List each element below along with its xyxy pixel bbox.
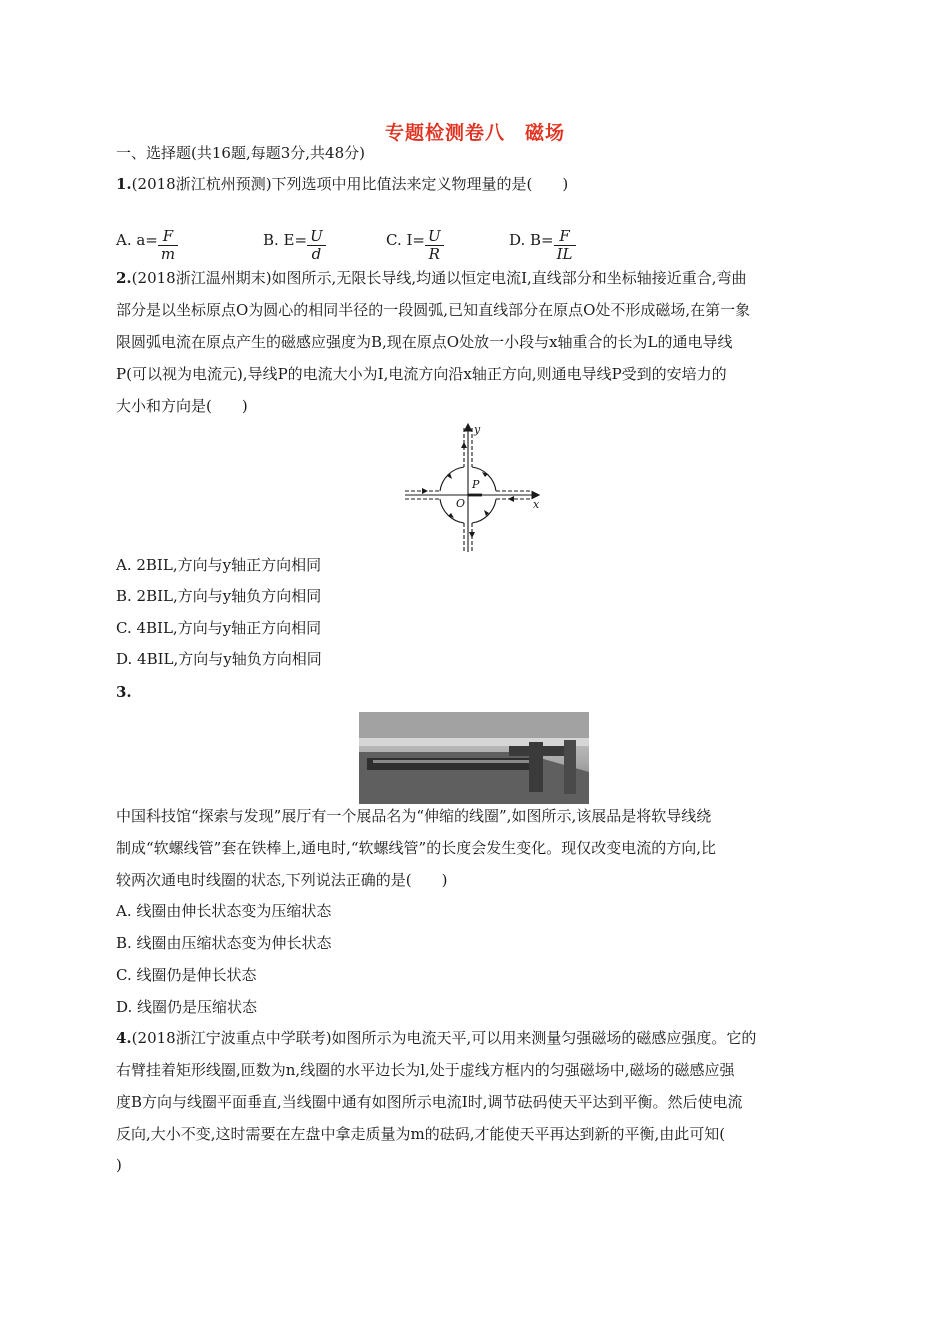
question-3-line-3: 较两次通电时线圈的状态,下列说法正确的是( ) [116, 871, 448, 889]
fraction [425, 228, 444, 263]
coil-exhibit-photo [359, 712, 589, 804]
question-number: 4. [116, 1029, 132, 1047]
fraction [554, 228, 576, 263]
question-4-line-3: 度B方向与线圈平面垂直,当线圈中通有如图所示电流I时,调节砝码使天平达到平衡。然后使电流 [116, 1093, 743, 1111]
question-text: (2018浙江宁波重点中学联考)如图所示为电流天平,可以用来测量匀强磁场的磁感应强度。它的 [131, 1029, 757, 1047]
option-c [386, 228, 444, 263]
wire-diagram [400, 420, 550, 555]
fraction [307, 228, 326, 263]
option-b [263, 228, 326, 263]
question-3-line-1: 中国科技馆“探索与发现”展厅有一个展品名为“伸缩的线圈”,如图所示,该展品是将软导线绕 [116, 807, 712, 825]
option-d [509, 228, 576, 263]
denominator: m [158, 245, 178, 263]
q2-option-d: D. 4BIL,方向与y轴负方向相同 [116, 650, 322, 668]
numerator: F [162, 227, 174, 245]
fraction [158, 228, 178, 263]
question-4-line-4: 反向,大小不变,这时需要在左盘中拿走质量为m的砝码,才能使天平再达到新的平衡,由此可知( [116, 1125, 726, 1143]
option-a [116, 228, 178, 263]
denominator: R [425, 245, 444, 263]
question-2-line-3: 限圆弧电流在原点产生的磁感应强度为B,现在原点O处放一小段与x轴重合的长为L的通电导线 [116, 333, 733, 351]
denominator: d [307, 245, 326, 263]
option-prefix: C. I= [386, 231, 425, 249]
denominator: IL [554, 245, 576, 263]
question-text: (2018浙江杭州预测)下列选项中用比值法来定义物理量的是( ) [131, 175, 569, 193]
q3-option-d: D. 线圈仍是压缩状态 [116, 998, 258, 1016]
question-2-line-1 [116, 268, 747, 288]
origin-label: O [456, 497, 466, 510]
q3-option-a: A. 线圈由伸长状态变为压缩状态 [116, 902, 332, 920]
q2-option-b: B. 2BIL,方向与y轴负方向相同 [116, 587, 322, 605]
option-prefix: B. E= [263, 231, 308, 249]
numerator: U [427, 227, 441, 245]
x-axis-label: x [533, 498, 540, 511]
q2-option-c: C. 4BIL,方向与y轴正方向相同 [116, 619, 322, 637]
wire-p-label: P [472, 478, 480, 491]
numerator: U [310, 227, 323, 245]
option-prefix: D. B= [509, 231, 554, 249]
question-2-line-5: 大小和方向是( ) [116, 397, 248, 415]
question-4-line-1 [116, 1028, 756, 1048]
q3-option-b: B. 线圈由压缩状态变为伸长状态 [116, 934, 332, 952]
question-2-line-2: 部分是以坐标原点O为圆心的相同半径的一段圆弧,已知直线部分在原点O处不形成磁场,在第一象 [116, 301, 751, 319]
option-prefix: A. a= [116, 231, 158, 249]
section-heading: 一、选择题(共16题,每题3分,共48分) [116, 144, 365, 162]
q3-option-c: C. 线圈仍是伸长状态 [116, 966, 257, 984]
question-2-line-4: P(可以视为电流元),导线P的电流大小为I,电流方向沿x轴正方向,则通电导线P受到的安培力的 [116, 365, 727, 383]
question-text: (2018浙江温州期末)如图所示,无限长导线,均通以恒定电流I,直线部分和坐标轴接近重合,弯曲 [131, 269, 747, 287]
question-number: 2. [116, 269, 132, 287]
question-3-number: 3. [116, 683, 132, 701]
question-4-line-5: ) [116, 1156, 122, 1174]
y-axis-label: y [474, 423, 481, 436]
photo-sketch [359, 712, 589, 804]
page-title: 专题检测卷八 磁场 [384, 122, 565, 144]
q2-option-a: A. 2BIL,方向与y轴正方向相同 [116, 556, 322, 574]
question-4-line-2: 右臂挂着矩形线圈,匝数为n,线圈的水平边长为l,处于虚线方框内的匀强磁场中,磁场的磁感应强 [116, 1061, 735, 1079]
numerator: F [559, 227, 570, 245]
question-3-line-2: 制成“软螺线管”套在铁棒上,通电时,“软螺线管”的长度会发生变化。现仅改变电流的方向,比 [116, 839, 716, 857]
question-number: 1. [116, 175, 132, 193]
question-1 [116, 174, 568, 194]
